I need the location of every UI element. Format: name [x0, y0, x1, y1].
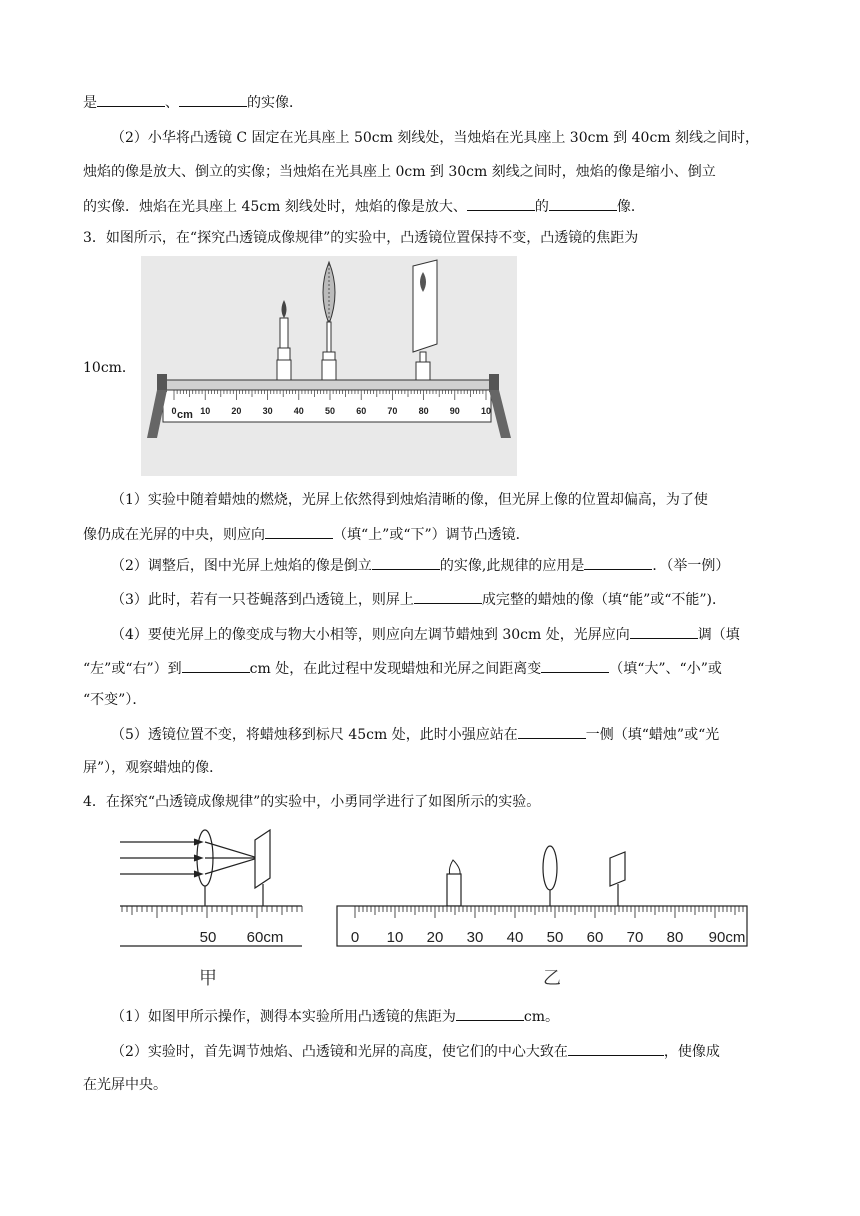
question-4-2-line-b: 在光屏中央。 [83, 1077, 167, 1093]
tick-label: 0 [171, 406, 177, 416]
tick-label: 50 [546, 929, 564, 946]
question-3-stem: 3．如图所示，在“探究凸透镜成像规律”的实验中，凸透镜位置保持不变，凸透镜的焦距为 [83, 230, 639, 246]
tick-label: 0 [350, 929, 360, 946]
tick-label: 60cm [246, 929, 284, 946]
figure-yi [337, 846, 747, 989]
question-4-stem: 4．在探究“凸透镜成像规律”的实验中，小勇同学进行了如图所示的实验。 [83, 794, 541, 810]
question-3-4-line-c: “不变”）． [83, 692, 147, 708]
question-3-1-line-b: 像仍成在光屏的中央，则应向 （填“上”或“下”）调节凸透镜． [83, 524, 530, 545]
text-line-1: 是 、 的实像． [83, 92, 303, 113]
tick-label: 90 [449, 406, 460, 416]
answer-blank[interactable] [541, 658, 609, 673]
text-line-2: （2）小华将凸透镜 C 固定在光具座上 50cm 刻线处，当烛焰在光具座上 30cm 到 40cm 刻线之间时， [111, 130, 760, 146]
figure-caption: 甲 [199, 968, 217, 989]
answer-blank[interactable] [265, 524, 333, 539]
question-3-5-line-a: （5）透镜位置不变，将蜡烛移到标尺 45cm 处，此时小强应站在 一侧（填“蜡烛”或“光 [111, 724, 719, 745]
text-line-3: 烛焰的像是放大、倒立的实像；当烛焰在光具座上 0cm 到 30cm 刻线之间时，烛焰的像是缩小、倒立 [83, 164, 716, 180]
answer-blank[interactable] [372, 555, 440, 570]
question-4-2-line-a: （2）实验时，首先调节烛焰、凸透镜和光屏的高度，使它们的中心大致在 ，使像成 [111, 1041, 720, 1062]
question-3-2: （2）调整后，图中光屏上烛焰的像是倒立 的实像,此规律的应用是 ．（举一例） [111, 555, 729, 576]
figure-jia [120, 830, 302, 989]
tick-label: 10 [480, 406, 492, 416]
tick-label: 90cm [708, 929, 746, 946]
tick-label: 60 [586, 929, 604, 946]
tick-label: 40 [506, 929, 524, 946]
question-3-5-line-b: 屏”），观察蜡烛的像． [83, 760, 224, 776]
tick-label: 20 [231, 406, 242, 416]
question-3-focal: 10cm． [83, 360, 136, 376]
tick-label: 10 [200, 406, 211, 416]
unit-label: cm [177, 409, 193, 421]
answer-blank[interactable] [584, 555, 652, 570]
tick-label: 70 [626, 929, 644, 946]
tick-label: 80 [666, 929, 684, 946]
tick-label: 60 [356, 406, 367, 416]
answer-blank[interactable] [182, 658, 250, 673]
tick-label: 10 [386, 929, 404, 946]
question-3-4-line-b: “左”或“右”）到 cm 处，在此过程中发现蜡烛和光屏之间距离变 （填“大”、“小”或 [83, 658, 722, 679]
answer-blank[interactable] [179, 92, 247, 107]
answer-blank[interactable] [518, 724, 586, 739]
answer-blank[interactable] [630, 624, 698, 639]
answer-blank[interactable] [456, 1006, 524, 1021]
tick-label: 70 [387, 406, 398, 416]
answer-blank[interactable] [467, 196, 535, 211]
lens-experiment-figure [110, 822, 760, 992]
tick-label: 30 [262, 406, 273, 416]
text-line-4: 的实像．烛焰在光具座上 45cm 刻线处时，烛焰的像是放大、 的 像． [83, 196, 645, 217]
optical-bench-figure [141, 256, 517, 476]
tick-label: 80 [418, 406, 429, 416]
convex-lens-icon [543, 846, 557, 890]
light-screen-icon [610, 852, 625, 886]
tick-label: 40 [293, 406, 304, 416]
tick-label: 20 [426, 929, 444, 946]
tick-label: 50 [324, 406, 336, 416]
tick-label: 30 [466, 929, 484, 946]
figure-caption: 乙 [543, 968, 561, 989]
answer-blank[interactable] [568, 1041, 664, 1056]
question-3-1-line-a: （1）实验中随着蜡烛的燃烧，光屏上依然得到烛焰清晰的像，但光屏上像的位置却偏高，为了使 [111, 492, 708, 508]
light-screen-icon [255, 830, 270, 888]
question-3-3: （3）此时，若有一只苍蝇落到凸透镜上，则屏上 成完整的蜡烛的像（填“能”或“不能”)． [111, 589, 726, 610]
tick-label: 50 [199, 929, 217, 946]
question-4-1: （1）如图甲所示操作，测得本实验所用凸透镜的焦距为 cm。 [111, 1006, 559, 1027]
answer-blank[interactable] [549, 196, 617, 211]
candle-icon [447, 860, 461, 906]
answer-blank[interactable] [414, 589, 482, 604]
answer-blank[interactable] [97, 92, 165, 107]
question-3-4-line-a: （4）要使光屏上的像变成与物大小相等，则应向左调节蜡烛到 30cm 处，光屏应向 调（填 [111, 624, 740, 645]
